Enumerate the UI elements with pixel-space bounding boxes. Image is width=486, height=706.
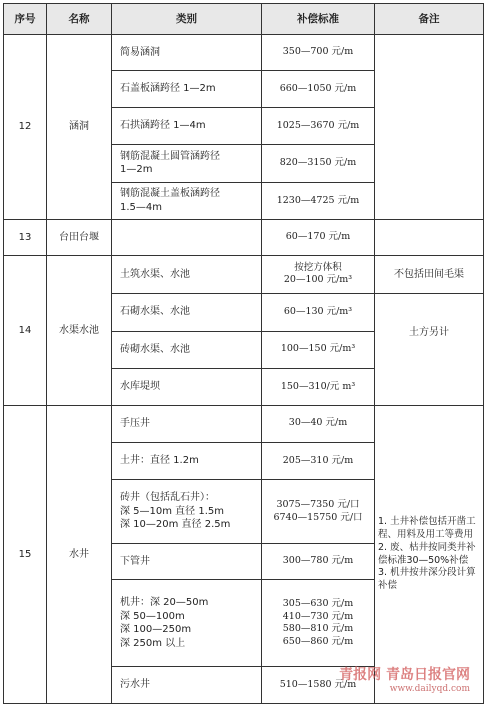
category-cell: 污水井 — [112, 667, 262, 704]
category-cell — [112, 220, 262, 256]
standard-cell: 1230—4725 元/m — [262, 182, 375, 220]
standard-cell: 按挖方体积 20—100 元/m³ — [262, 256, 375, 294]
header-standard: 补偿标准 — [262, 4, 375, 35]
row-number: 13 — [4, 220, 47, 256]
category-cell: 土井：直径 1.2m — [112, 442, 262, 480]
standard-cell: 350—700 元/m — [262, 34, 375, 71]
remarks-cell: 不包括田间毛渠 — [375, 256, 484, 294]
table-row — [4, 220, 484, 256]
standard-cell: 205—310 元/m — [262, 442, 375, 480]
standard-cell: 510—1580 元/m — [262, 667, 375, 704]
standard-cell: 305—630 元/m 410—730 元/m 580—810 元/m 650—860 元/m — [262, 580, 375, 667]
standard-cell: 300—780 元/m — [262, 543, 375, 580]
header-row — [4, 4, 484, 35]
category-cell: 钢筋混凝土盖板涵跨径 1.5—4m — [112, 182, 262, 220]
category-cell: 手压井 — [112, 406, 262, 443]
compensation-table — [3, 3, 484, 704]
category-cell: 土筑水渠、水池 — [112, 256, 262, 294]
remarks-cell: 1. 土井补偿包括开凿工程、用料及用工等费用 2. 废、枯井按同类井补偿标准30—50%补偿 3. 机井按井深分段计算补偿 — [375, 406, 484, 704]
item-name: 水井 — [47, 406, 112, 704]
category-cell: 石盖板涵跨径 1—2m — [112, 71, 262, 108]
standard-cell: 30—40 元/m — [262, 406, 375, 443]
category-cell: 石砌水渠、水池 — [112, 293, 262, 331]
watermark-logo: 青报网 青岛日报官网 www.dailyqd.com — [339, 667, 470, 694]
standard-cell: 660—1050 元/m — [262, 71, 375, 108]
category-cell: 简易涵洞 — [112, 34, 262, 71]
header-no: 序号 — [4, 4, 47, 35]
standard-cell: 60—170 元/m — [262, 220, 375, 256]
header-remarks: 备注 — [375, 4, 484, 35]
item-name: 涵洞 — [47, 34, 112, 220]
table-row — [4, 256, 484, 294]
category-cell: 水库堤坝 — [112, 369, 262, 406]
table-row — [4, 34, 484, 71]
category-cell: 石拱涵跨径 1—4m — [112, 108, 262, 145]
category-cell: 砖井（包括乱石井）： 深 5—10m 直径 1.5m 深 10—20m 直径 2.5m — [112, 480, 262, 543]
row-number: 15 — [4, 406, 47, 704]
standard-cell: 150—310/元 m³ — [262, 369, 375, 406]
row-number: 14 — [4, 256, 47, 406]
standard-cell: 3075—7350 元/口 6740—15750 元/口 — [262, 480, 375, 543]
item-name: 水渠水池 — [47, 256, 112, 406]
category-cell: 机井：深 20—50m 深 50—100m 深 100—250m 深 250m 以上 — [112, 580, 262, 667]
standard-cell: 1025—3670 元/m — [262, 108, 375, 145]
category-cell: 下管井 — [112, 543, 262, 580]
remarks-cell — [375, 34, 484, 220]
standard-cell: 60—130 元/m³ — [262, 293, 375, 331]
remarks-cell — [375, 220, 484, 256]
category-cell: 钢筋混凝土圆管涵跨径 1—2m — [112, 144, 262, 182]
row-number: 12 — [4, 34, 47, 220]
table-row — [4, 406, 484, 443]
standard-cell: 820—3150 元/m — [262, 144, 375, 182]
remarks-cell: 土方另计 — [375, 293, 484, 405]
header-category: 类别 — [112, 4, 262, 35]
standard-cell: 100—150 元/m³ — [262, 331, 375, 369]
header-name: 名称 — [47, 4, 112, 35]
item-name: 台田台堰 — [47, 220, 112, 256]
category-cell: 砖砌水渠、水池 — [112, 331, 262, 369]
